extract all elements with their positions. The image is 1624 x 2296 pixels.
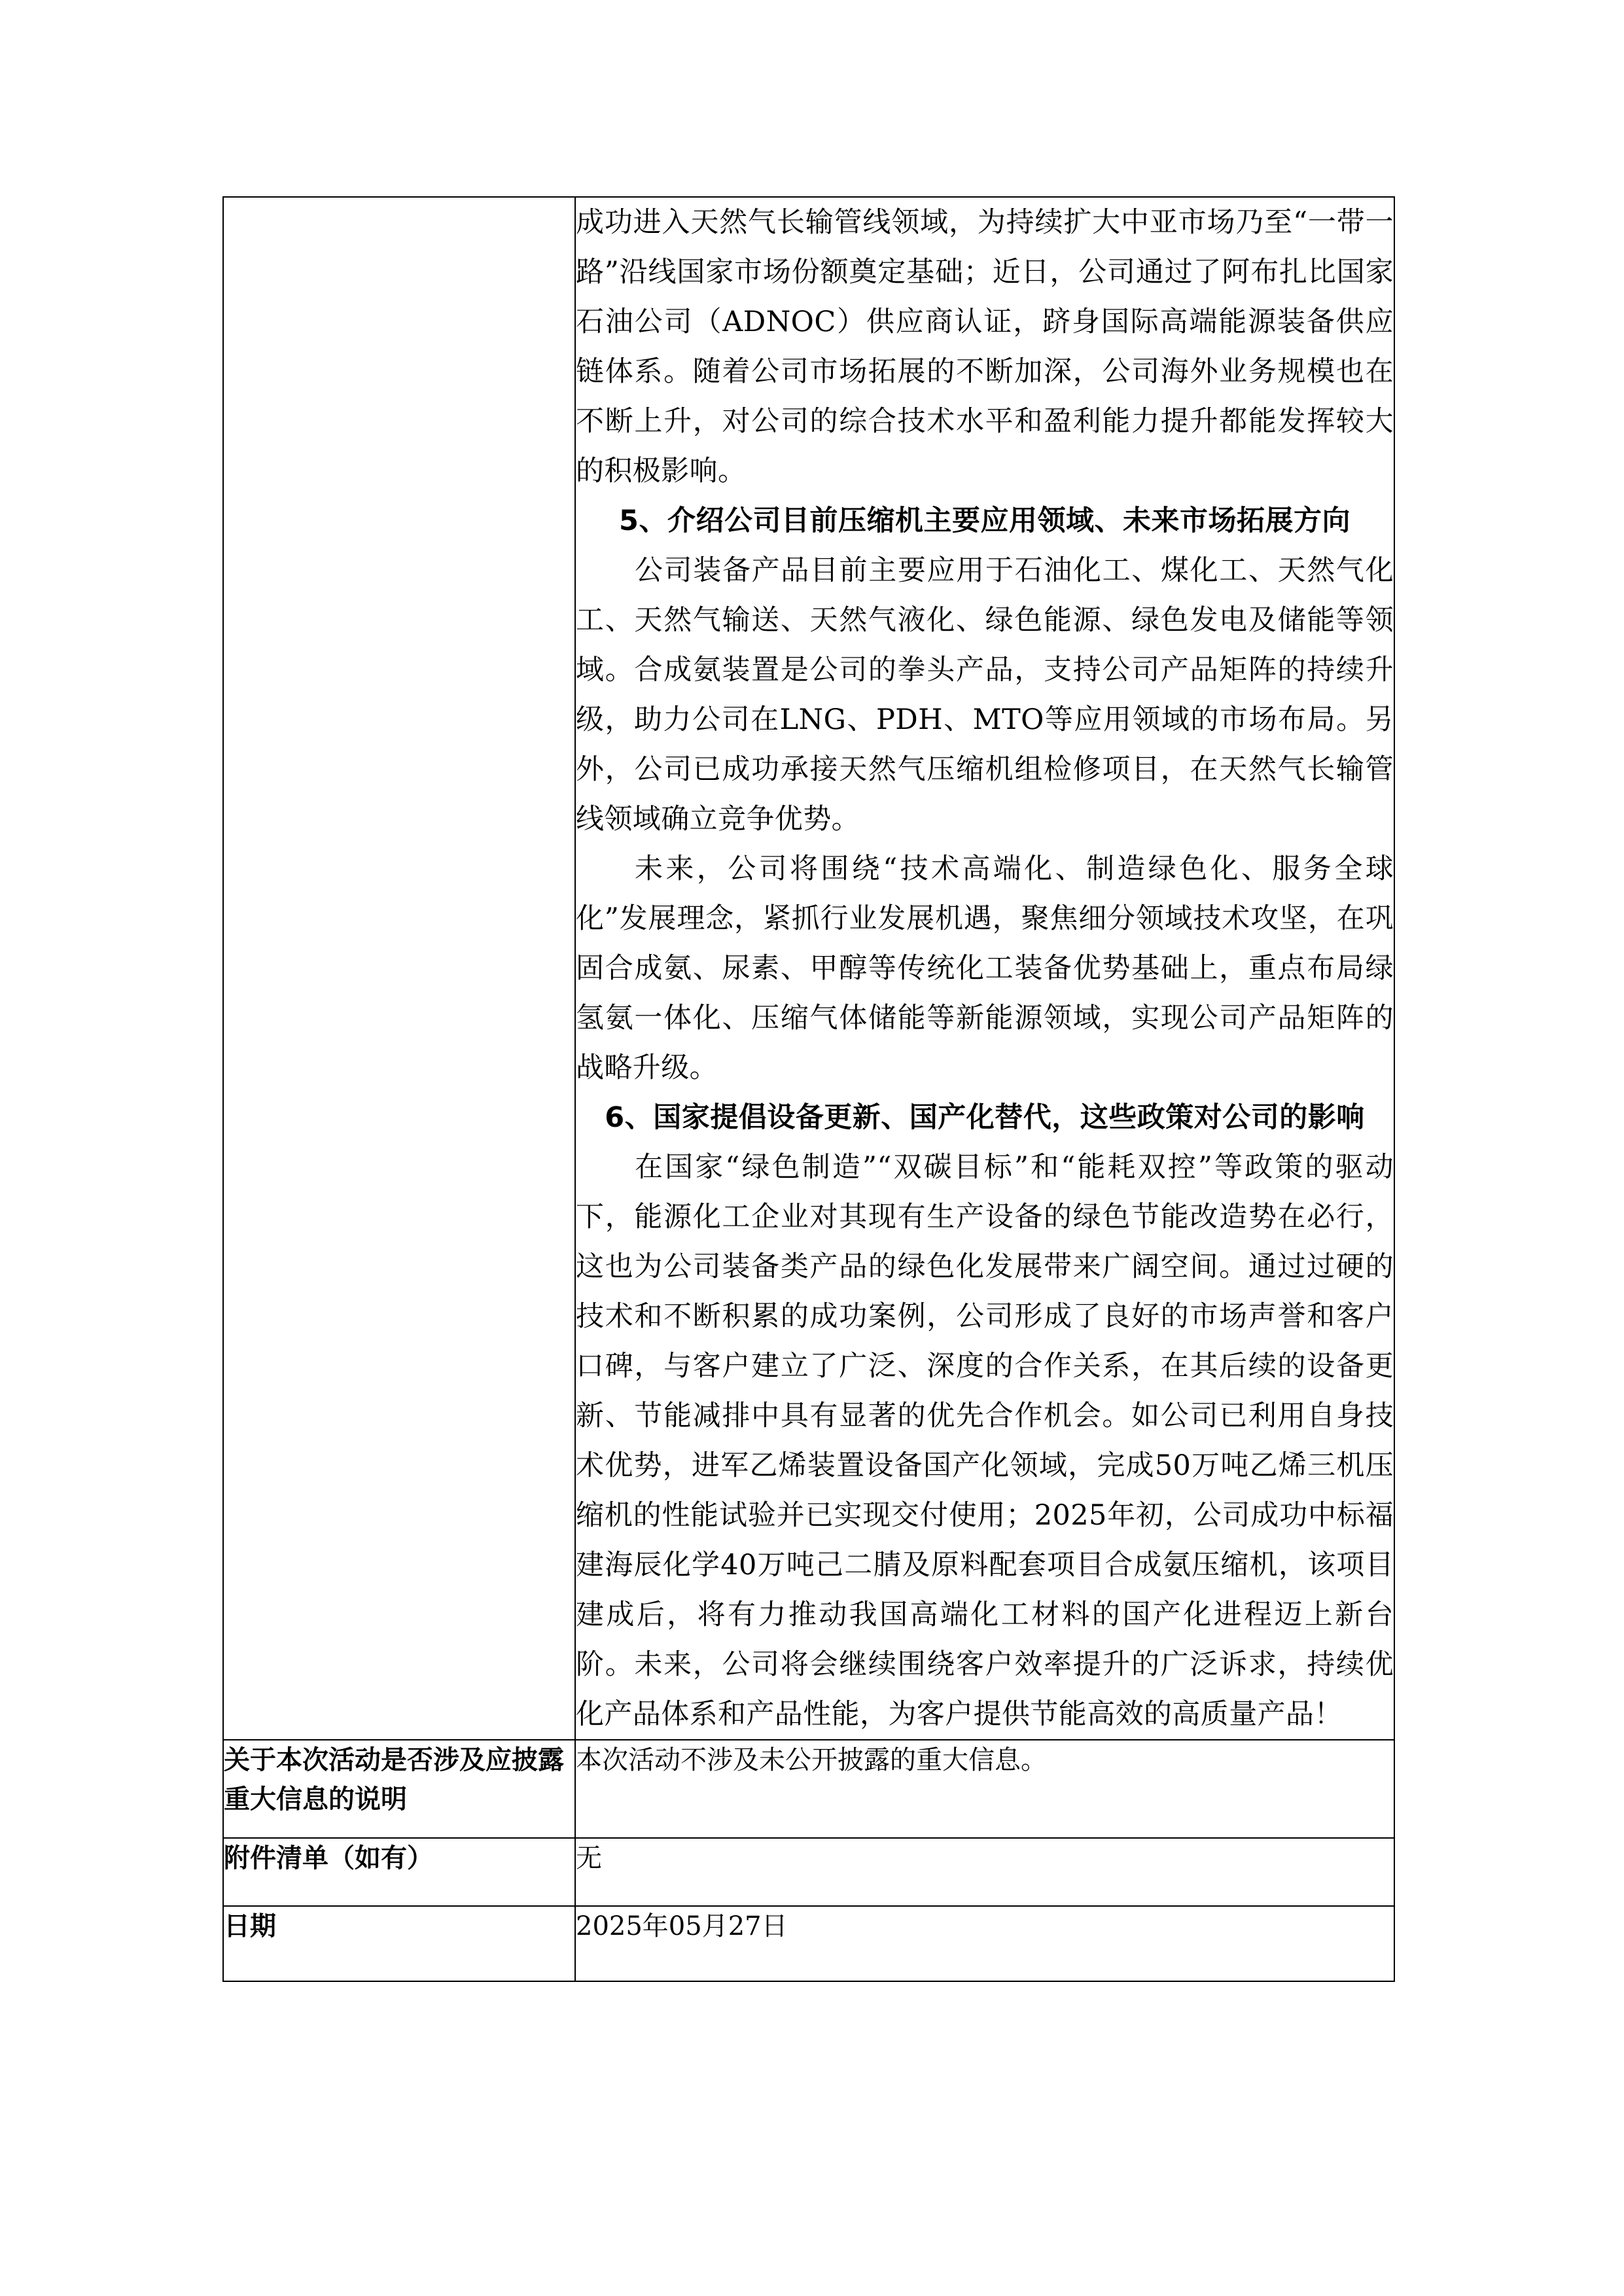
label-attachments: 附件清单（如有） bbox=[223, 1838, 575, 1906]
table-row-disclosure-explanation bbox=[223, 1740, 1394, 1838]
table-row-attachments bbox=[223, 1838, 1394, 1906]
value-date: 2025年05月27日 bbox=[575, 1906, 1394, 1981]
value-attachments: 无 bbox=[575, 1838, 1394, 1906]
activity-record-table bbox=[222, 196, 1395, 1982]
table-row-main-content bbox=[223, 197, 1394, 1740]
paragraph-future-direction: 未来，公司将围绕“技术高端化、制造绿色化、服务全球化”发展理念，紧抓行业发展机遇，聚焦细分领域技术攻坚，在巩固合成氨、尿素、甲醇等传统化工装备优势基础上，重点布局绿氢氨一体化、压缩气体储能等新能源领域，实现公司产品矩阵的战略升级。 bbox=[576, 853, 1394, 1084]
value-disclosure-explanation: 本次活动不涉及未公开披露的重大信息。 bbox=[575, 1740, 1394, 1838]
section-heading-5: 5、介绍公司目前压缩机主要应用领域、未来市场拓展方向 bbox=[619, 504, 1350, 537]
paragraph-policy-impact: 在国家“绿色制造”“双碳目标”和“能耗双控”等政策的驱动下，能源化工企业对其现有生产设备的绿色节能改造势在必行，这也为公司装备类产品的绿色化发展带来广阔空间。通过过硬的技术和不断积累的成功案例，公司形成了良好的市场声誉和客户口碑，与客户建立了广泛、深度的合作关系，在其后续的设备更新、节能减排中具有显著的优先合作机会。如公司已利用自身技术优势，进军乙烯装置设备国产化领域，完成50万吨乙烯三机压缩机的性能试验并已实现交付使用；2025年初，公司成功中标福建海辰化学40万吨己二腈及原料配套项目合成氨压缩机，该项目建成后，将有力推动我国高端化工材料的国产化进程迈上新台阶。未来，公司将会继续围绕客户效率提升的广泛诉求，持续优化产品体系和产品性能，为客户提供节能高效的高质量产品！ bbox=[576, 1151, 1394, 1731]
label-disclosure-explanation: 关于本次活动是否涉及应披露重大信息的说明 bbox=[223, 1740, 575, 1838]
main-content-cell bbox=[575, 197, 1394, 1740]
table-row-date bbox=[223, 1906, 1394, 1981]
section-heading-6: 6、国家提倡设备更新、国产化替代，这些政策对公司的影响 bbox=[605, 1101, 1365, 1134]
paragraph-overseas-expansion: 成功进入天然气长输管线领域，为持续扩大中亚市场乃至“一带一路”沿线国家市场份额奠定基础；近日，公司通过了阿布扎比国家石油公司（ADNOC）供应商认证，跻身国际高端能源装备供应链体系。随着公司市场拓展的不断加深，公司海外业务规模也在不断上升，对公司的综合技术水平和盈利能力提升都能发挥较大的积极影响。 bbox=[576, 206, 1394, 487]
main-content-label-cell bbox=[223, 197, 575, 1740]
paragraph-application-fields: 公司装备产品目前主要应用于石油化工、煤化工、天然气化工、天然气输送、天然气液化、绿色能源、绿色发电及储能等领域。合成氨装置是公司的拳头产品，支持公司产品矩阵的持续升级，助力公司在LNG、PDH、MTO等应用领域的市场布局。另外，公司已成功承接天然气压缩机组检修项目，在天然气长输管线领域确立竞争优势。 bbox=[576, 554, 1394, 836]
label-date: 日期 bbox=[223, 1906, 575, 1981]
